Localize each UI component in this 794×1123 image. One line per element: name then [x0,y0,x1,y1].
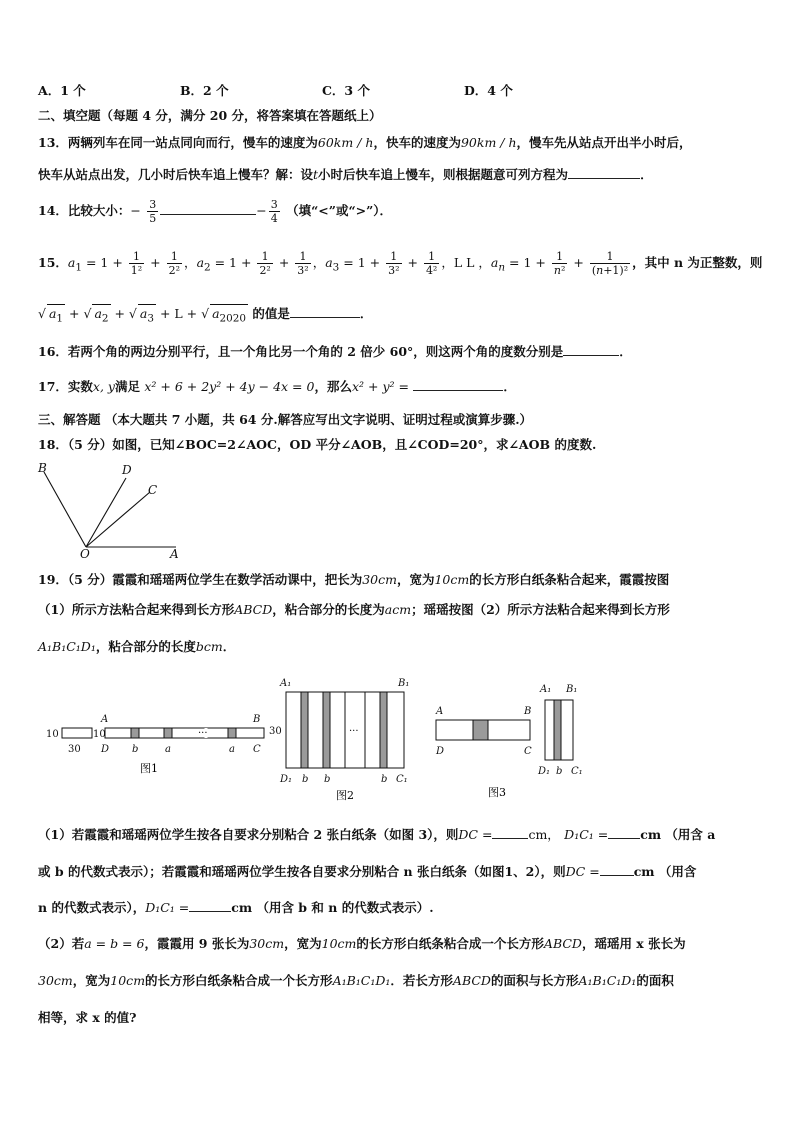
q18-text: 18．（5 分）如图，已知∠BOC=2∠AOC，OD 平分∠AOB，且∠COD=20°，求∠AOB 的度数. [38,437,597,452]
ray-ob [44,472,86,547]
q19-p2-len10: 10cm [321,936,357,951]
option-a: A．1 个 [38,83,86,98]
fig2-label-b-1: b [302,774,309,785]
option-c: C．3 个 [321,83,370,98]
q15-sum: √ $a_1$ + √ $a_2$ + √ $a_3 + L$ + √ $a_{2020}$ [38,306,248,321]
q17-mid: ，那么 [314,379,352,394]
q19-line2 [38,601,756,619]
q19-p2-text-e: ，瑶瑶用 x 张长为 [581,936,686,951]
label-b: B [38,461,47,475]
fig3-overlap-b [554,700,561,760]
q19-text-d: （1）所示方法粘合起来得到长方形 [38,602,235,617]
fig1-length-30: 30 [68,744,81,755]
q19-p2-len30-b: 30cm [38,973,73,988]
q15-line1 [38,246,763,285]
q12-options [38,82,756,100]
q19-p1-text-c: n 的代数式表示）， [38,900,146,915]
fig2-overlap-2 [323,692,330,768]
fig2-ellipsis: ··· [349,726,359,737]
fig2-overlap-3 [380,692,387,768]
q19-p2-text-f: 的长方形白纸条粘合成一个长方形 [145,973,333,988]
q13-text-c: ，慢车先从站点开出半小时后， [516,135,692,150]
q19-p2-a1b1c1d1-2: A₁B₁C₁D₁ [578,973,637,988]
q13-speed-fast: 90km / h [460,135,517,150]
ray-oc [86,492,150,547]
q14-frac1 [147,198,158,225]
q13-speed-slow: 60km / h [317,135,374,150]
q13-text-e: 小时后快车追上慢车，则根据题意可列方程为 [318,167,569,182]
fig3-label-c: C [524,746,532,757]
fig2-length-30: 30 [269,726,282,737]
fig1-width-10b: 10 [93,729,106,740]
q19-p2-len10-b: 10cm [110,973,146,988]
q16-line [38,343,756,361]
q19-p2-a1b1c1d1: A₁B₁C₁D₁ [332,973,391,988]
q19-line3 [38,638,756,656]
q19-text-h: ． [222,639,236,654]
q19-d1c1-blank-1[interactable] [608,826,640,839]
q14-line: 14．比较大小：− $\frac{3}{5}$ − $\frac{3}{4}$ （填“<”或“>”）． [38,198,393,225]
q19-text-b: ，宽为 [396,572,435,587]
q19-p2-line3: 相等，求 x 的值? [38,1010,137,1025]
q15-tail: ，其中 n 为正整数，则 [632,255,763,270]
fig2-label-b-2: b [324,774,331,785]
q14-answer-blank[interactable] [160,202,256,215]
fig1-overlap-1 [131,728,139,738]
strip-figures [40,672,760,804]
fig1-ellipsis: ··· [198,728,208,739]
q17-cond: 满足 [114,379,140,394]
q19-text-e: ，粘合部分的长度为 [272,602,385,617]
q16-end: ． [619,344,632,359]
fig3-title: 图3 [488,786,506,799]
q19-len30: 30cm [362,572,397,587]
q19-len10: 10cm [434,572,470,587]
fig1-strip-left [105,728,206,738]
ray-od [86,478,126,547]
q14-frac2-num: 3 [270,198,278,211]
q13-answer-blank[interactable] [568,166,640,179]
q17-equation: x² + 6 + 2y² + 4y − 4x = 0 [144,379,315,394]
q19-d1c1-blank-2[interactable] [189,899,231,912]
fig2-title: 图2 [336,789,354,802]
q13-line2 [38,166,756,184]
fig1-label-a2: a [229,744,235,755]
q14-frac1-num: 3 [149,198,157,211]
q19-p1-text-a: （1）若霞霞和瑶瑶两位学生按各自要求分别粘合 2 张白纸条（如图 3），则 [38,827,459,842]
fig3-label-a1: A₁ [540,684,552,695]
fig3-overlap-a [473,720,488,740]
q19-dc-2: DC = [565,864,600,879]
q19-text-f: ；瑶瑶按图（2）所示方法粘合起来得到长方形 [411,602,670,617]
q15-answer-blank[interactable] [290,305,360,318]
fig3-label-d: D [436,746,445,757]
label-o: O [80,547,90,560]
q14-frac2-den: 4 [270,212,278,225]
q17-label: 17．实数 [38,379,93,394]
q19-p2-text-a: （2）若 [38,936,85,951]
q19-text-a: 19．（5 分）霞霞和瑶瑶两位学生在数学活动课中，把长为 [38,572,363,587]
fig2-label-b-3: b [381,774,388,785]
q19-text-c: 的长方形白纸条粘合起来，霞霞按图 [469,572,670,587]
figure-1 [46,714,264,775]
q16-answer-blank[interactable] [563,343,619,356]
q15-line2 [38,304,756,328]
q19-dc-blank-1[interactable] [492,826,528,839]
q17-answer-blank[interactable] [413,378,503,391]
q14-frac2 [269,198,280,225]
q19-rect-abcd: ABCD [234,602,273,617]
q13-text-a: 13．两辆列车在同一站点同向而行，慢车的速度为 [38,135,318,150]
q19-p2-text-c2: ，宽为 [72,973,111,988]
q19-d1c1-2: D₁C₁ = [145,900,190,915]
q17-expression: x² + y² = [351,379,409,394]
q19-p2-line1 [38,935,756,953]
fig2-label-c1: C₁ [396,774,408,785]
q19-p1-line3 [38,899,756,917]
q19-bcm: bcm [195,639,223,654]
fig1-label-b1: b [132,744,139,755]
q19-cm3: cm （用含 [633,864,697,879]
q19-cm4: cm （用含 b 和 n 的代数式表示）. [231,900,434,915]
figure-2 [269,678,409,802]
q19-text-g: ，粘合部分的长度 [95,639,196,654]
q14-label: 14．比较大小： [38,203,131,218]
q13-end: ． [640,167,653,182]
q19-p1-line1 [38,826,756,844]
fig1-overlap-2 [164,728,172,738]
section3-header: 三、解答题 （本大题共 7 小题，共 64 分.解答应写出文字说明、证明过程或演算步骤.） [38,412,533,427]
fig1-single-strip [62,728,92,738]
fig1-width-10: 10 [46,729,59,740]
fig2-label-a1: A₁ [280,678,292,689]
q19-p2-text-b: ，霞霞用 9 张长为 [144,936,250,951]
q19-p2-ab: a = b = 6 [84,936,145,951]
q19-d1c1: D₁C₁ = [564,827,609,842]
q19-acm: acm [384,602,412,617]
fig1-label-d: D [101,744,110,755]
q14-hint: （填“<”或“>”）． [286,203,393,218]
label-a: A [170,547,179,560]
q13-text-d: 快车从站点出发，几小时后快车追上慢车？解：设 [38,167,314,182]
option-d: D．4 个 [463,83,513,98]
q19-p2-text-g: ．若长方形 [390,973,453,988]
label-c: C [148,483,158,497]
q19-p1-text-b: 或 b 的代数式表示）；若霞霞和瑶瑶两位学生按各自要求分别粘合 n 张白纸条（如图1、2），则 [38,864,566,879]
fig1-overlap-3 [228,728,236,738]
q19-p2-abcd: ABCD [543,936,582,951]
q19-p2-len30: 30cm [249,936,285,951]
q19-p2-text-c: ，宽为 [284,936,322,951]
q15-line2-tail: 的值是 [252,306,290,321]
q13-line1 [38,134,756,152]
q16-text: 16．若两个角的两边分别平行，且一个角比另一个角的 2 倍少 60°，则这两个角的度数分别是 [38,344,564,359]
q15-sequence: $a_1 = 1$ + $\frac{1}{\text{1²}}$ + $\frac{1}{\text{2²}}$ ，$a_2 = 1$ + $\frac{1}{\text{2²}}$ + $\frac{1}{\text{3²}}$ ，$a_3 = 1$ + $\frac{1}{\text{3²}}$ + $\frac{1}{\text{4²}}$ ，L L ，$a_n = 1$ + $\frac{1}{\text{n²}}$ + $\frac{1}{\text{(n+1)²}}$ [67,250,629,277]
fig2-label-d1: D₁ [280,774,293,785]
fig3-label-c1: C₁ [571,766,583,777]
q14-frac1-den: 5 [149,212,157,225]
fig2-label-b1: B₁ [398,678,410,689]
q19-rect-a1b1c1d1: A₁B₁C₁D₁ [38,639,96,654]
fig1-label-b: B [253,714,261,725]
option-b: B．2 个 [179,83,229,98]
fig3-label-d1: D₁ [538,766,551,777]
q19-p2-abcd-2: ABCD [452,973,491,988]
q17-line [38,378,756,396]
q13-var-t: t [313,167,319,182]
q17-end: ． [503,379,516,394]
q19-p2-text-d: 的长方形白纸条粘合成一个长方形 [356,936,544,951]
section2-header: 二、填空题（每题 4 分，满分 20 分，将答案填在答题纸上） [38,108,382,123]
label-d: D [122,463,132,477]
q19-cm1: cm， [528,827,560,842]
figure-3 [435,684,583,799]
fig3-label-b1: B₁ [566,684,578,695]
q19-cm2: cm （用含 a [640,827,716,842]
q19-p2-line2 [38,972,756,990]
q19-line1 [38,571,756,589]
fig2-overlap-1 [301,692,308,768]
q19-dc: DC = [458,827,493,842]
q15-end: ． [359,306,373,321]
fig3-label-b: B [524,706,532,717]
fig1-label-a: A [101,714,109,725]
q15-label: 15． [38,255,68,270]
q19-dc-blank-2[interactable] [600,863,634,876]
fig1-label-c: C [253,744,261,755]
q19-p1-line2 [38,863,756,881]
fig1-label-a1: a [165,744,171,755]
q19-p2-text-h: 的面积与长方形 [490,973,579,988]
fig1-title: 图1 [140,762,158,775]
fig3-label-b: b [556,766,563,777]
q19-p2-text-i: 的面积 [636,973,674,988]
angle-diagram [30,458,190,560]
fig3-label-a: A [436,706,444,717]
q17-vars: x, y [92,379,115,394]
q13-text-b: ，快车的速度为 [373,135,461,150]
